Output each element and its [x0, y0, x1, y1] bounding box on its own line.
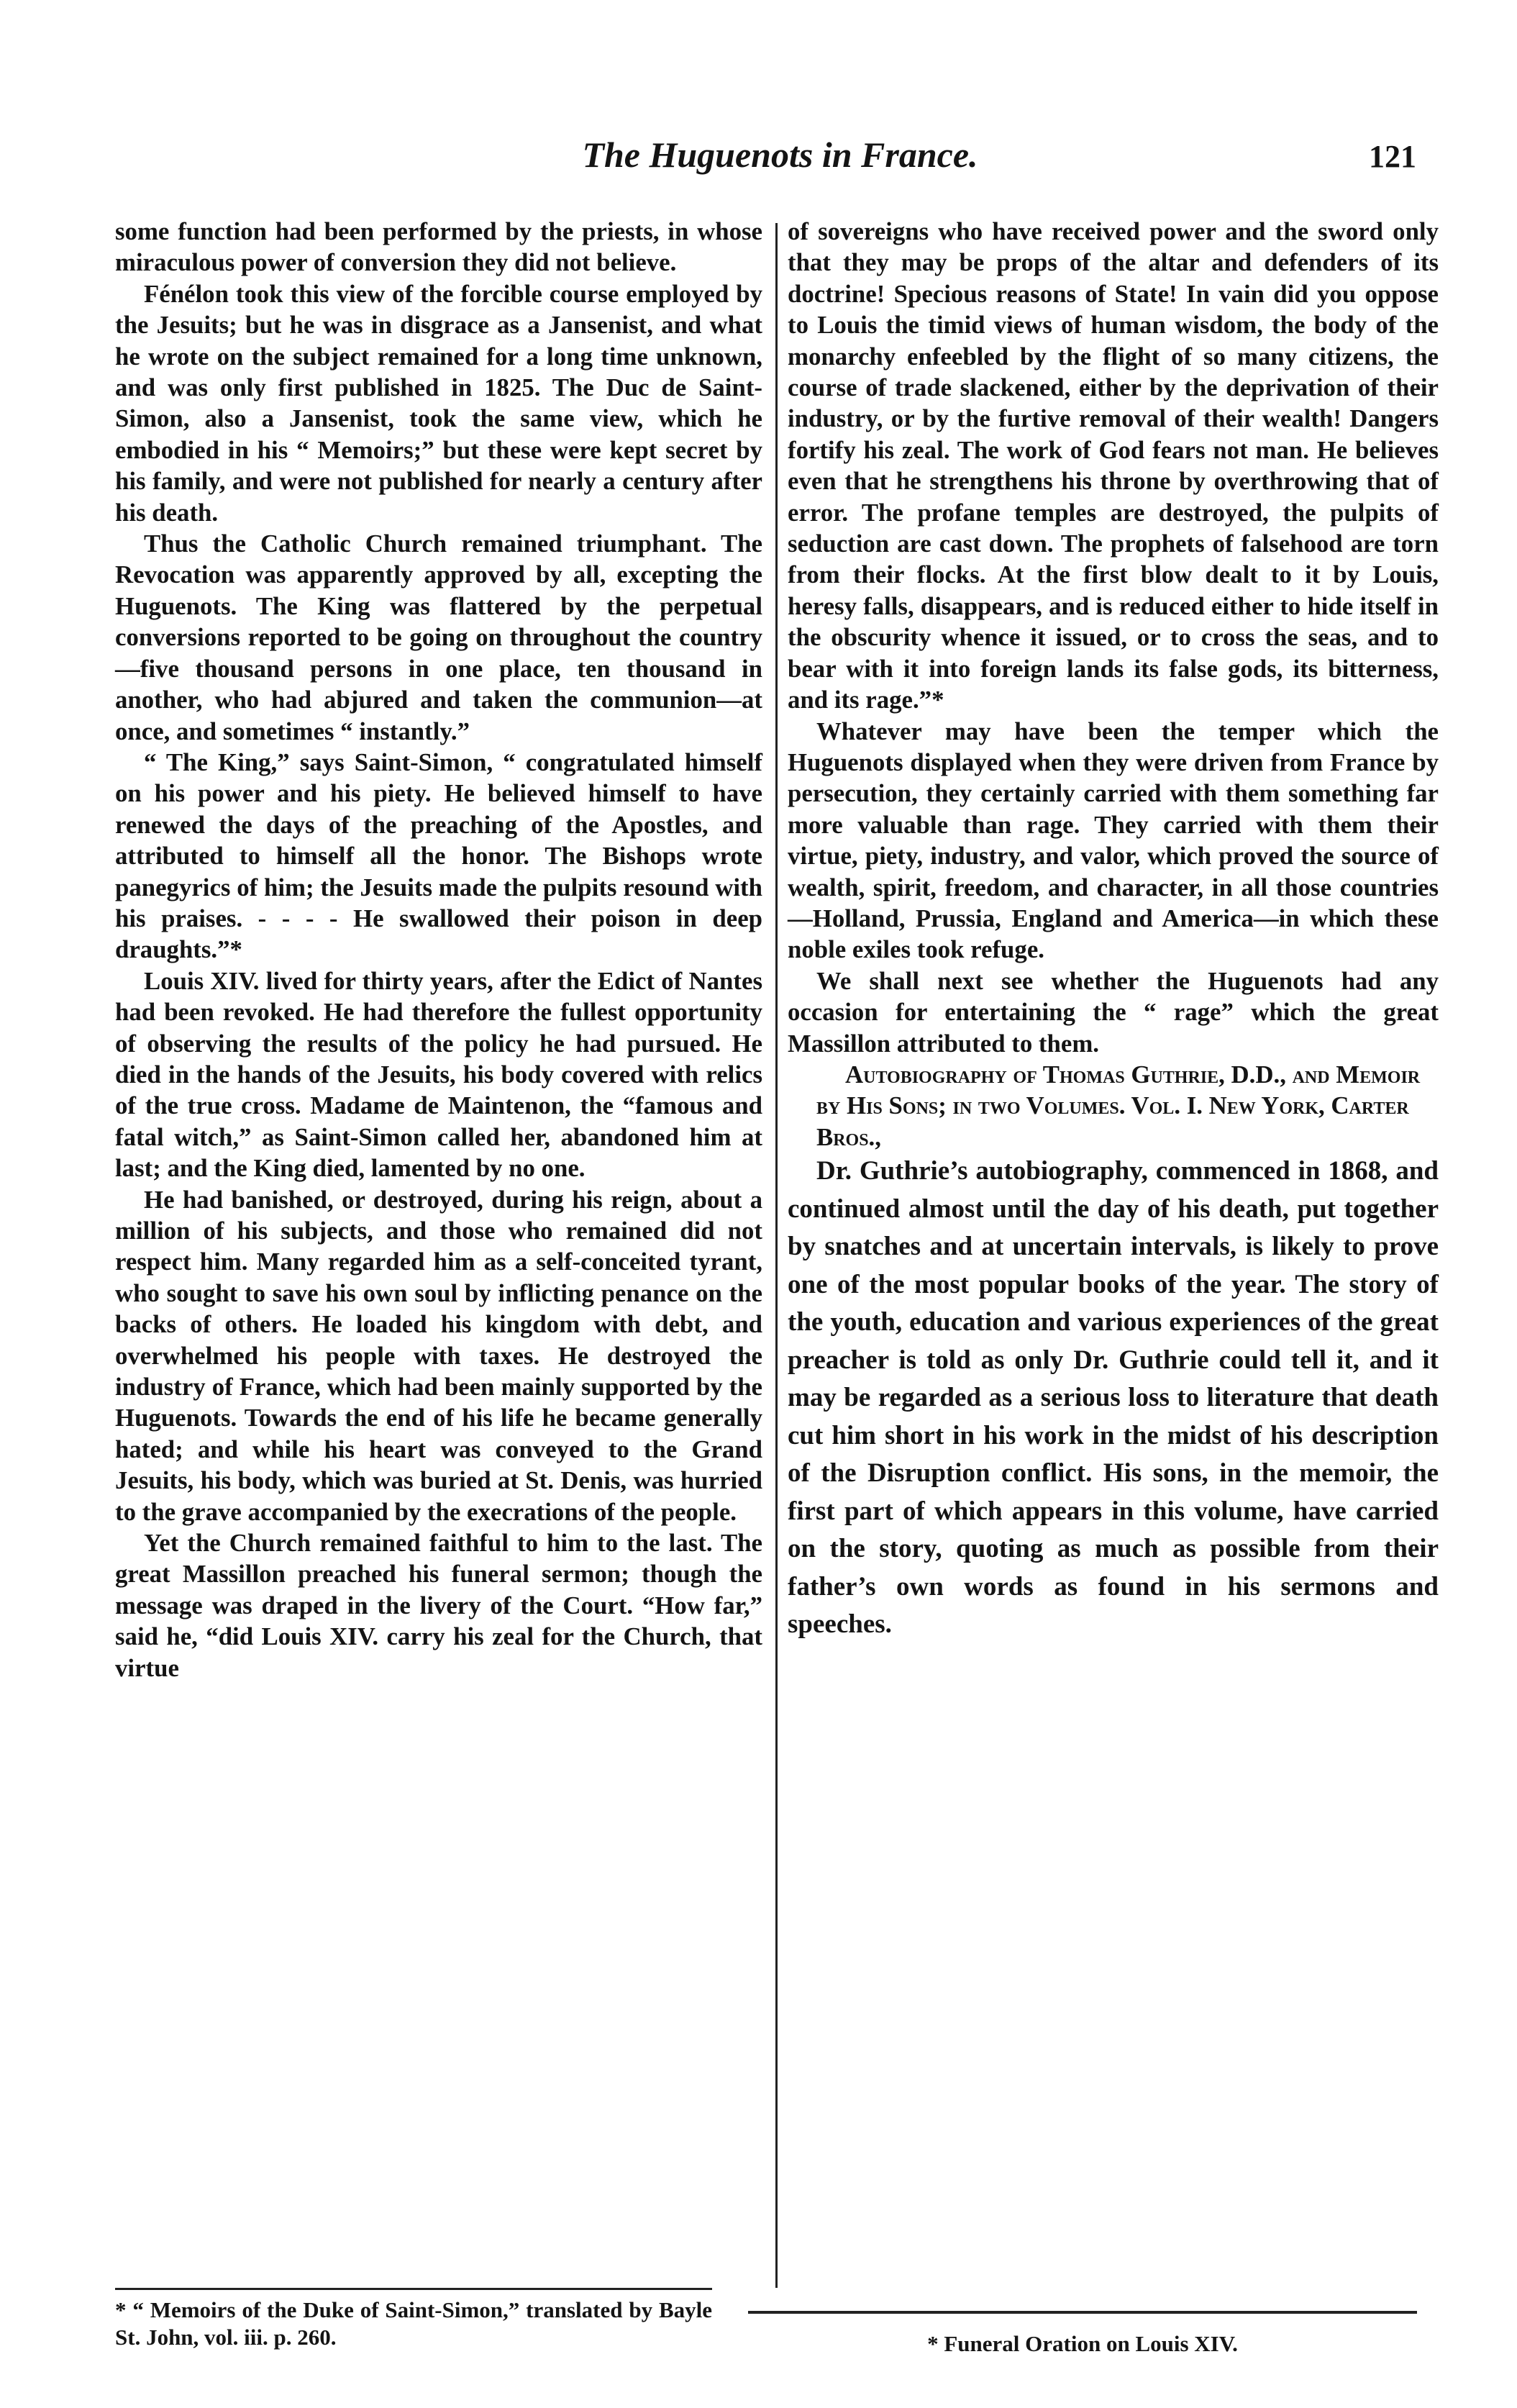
paragraph: Thus the Catholic Church remained triumphant. The Revocation was apparently approved by all, excepting the Huguenots. The King was flattered by the perpetual conversions reported to be going on throughout the country—five thousand persons in one place, ten thousand in another, who had abjured and taken the communion—at once, and sometimes “ instantly.”: [115, 530, 762, 745]
paragraph: He had banished, or destroyed, during his reign, about a million of his subjects, and those who remained did not respect him. Many regarded him as a self-conceited tyrant, who sought to save his own soul by inflicting penance on the backs of others. He loaded his kingdom with debt, and overwhelmed his people with taxes. He destroyed the industry of France, which had been mainly supported by the Huguenots. Towards the end of his life he became generally hated; and while his heart was conveyed to the Grand Jesuits, his body, which was buried at St. Denis, was hurried to the grave accompanied by the execrations of the people.: [115, 1185, 762, 1526]
paragraph: Whatever may have been the temper which the Huguenots displayed when they were driven from France by persecution, they certainly carried with them something far more valuable than rage. They carried with them their virtue, piety, industry, and valor, which proved the source of wealth, spirit, freedom, and character, in all those countries—Holland, Prussia, England and America—in which these noble exiles took refuge.: [788, 717, 1439, 964]
footnote-rule-left: [115, 2288, 712, 2290]
review-heading: Autobiography of Thomas Guthrie, D.D., and Memoir by His Sons; in two Volumes. Vol. I. New York, Carter Bros.,: [816, 1060, 1421, 1151]
footnote-right: * Funeral Oration on Louis XIV.: [927, 2331, 1238, 2356]
review-body: Dr. Guthrie’s autobiography, commenced in 1868, and continued almost until the day of his death, put together by snatches and at uncertain intervals, is likely to prove one of the most popular books of the year. The story of the youth, education and various experiences of the great preacher is told as only Dr. Guthrie could tell it, and it may be regarded as a serious loss to literature that death cut him short in his work in the midst of his description of the Disruption conflict. His sons, in the memoir, the first part of which appears in this volume, have carried on the story, quoting as much as possible from their father’s own words as found in his sermons and speeches.: [788, 1156, 1439, 1640]
running-title: The Huguenots in France.: [582, 135, 978, 175]
page-number: 121: [1369, 139, 1416, 174]
footnote-left: * “ Memoirs of the Duke of Saint-Simon,” translated by Bayle St. John, vol. iii. p. 260.: [115, 2297, 712, 2350]
footnote-rule-right: [748, 2311, 1417, 2314]
left-column: [115, 216, 762, 1684]
right-column: [788, 216, 1439, 1644]
paragraph: some function had been performed by the priests, in whose miraculous power of conversion they did not believe.: [115, 217, 762, 277]
page-header: [115, 134, 1445, 191]
paragraph: Fénélon took this view of the forcible course employed by the Jesuits; but he was in disgrace as a Jansenist, and what he wrote on the subject remained for a long time unknown, and was only first published in 1825. The Duc de Saint-Simon, also a Jansenist, took the same view, which he embodied in his “ Memoirs;” but these were kept secret by his family, and were not published for nearly a century after his death.: [115, 279, 762, 527]
paragraph: Louis XIV. lived for thirty years, after the Edict of Nantes had been revoked. He had therefore the fullest opportunity of observing the results of the policy he had pursued. He died in the hands of the Jesuits, his body covered with relics of the true cross. Madame de Maintenon, the “famous and fatal witch,” as Saint-Simon called her, abandoned him at last; and the King died, lamented by no one.: [115, 966, 762, 1183]
column-divider: [775, 223, 778, 2288]
paragraph: “ The King,” says Saint-Simon, “ congratulated himself on his power and his piety. He believed himself to have renewed the days of the preaching of the Apostles, and attributed to himself all the honor. The Bishops wrote panegyrics of him; the Jesuits made the pulpits resound with his praises. - - - - He swallowed their poison in deep draughts.”*: [115, 748, 762, 964]
paragraph: Yet the Church remained faithful to him to the last. The great Massillon preached his funeral sermon; though the message was draped in the livery of the Court. “How far,” said he, “did Louis XIV. carry his zeal for the Church, that virtue: [115, 1529, 762, 1682]
paragraph: of sovereigns who have received power and the sword only that they may be props of the altar and defenders of its doctrine! Specious reasons of State! In vain did you oppose to Louis the timid views of human wisdom, the body of the monarchy enfeebled by the flight of so many citizens, the course of trade slackened, either by the deprivation of their industry, or by the furtive removal of their wealth! Dangers fortify his zeal. The work of God fears not man. He believes even that he strengthens his throne by overthrowing that of error. The profane temples are destroyed, the pulpits of seduction are cast down. The prophets of falsehood are torn from their flocks. At the first blow dealt to it by Louis, heresy falls, disappears, and is reduced either to hide itself in the obscurity whence it issued, or to cross the seas, and to bear with it into foreign lands its false gods, its bitterness, and its rage.”*: [788, 217, 1439, 714]
paragraph: We shall next see whether the Huguenots had any occasion for entertaining the “ rage” which the great Massillon attributed to them.: [788, 966, 1439, 1058]
